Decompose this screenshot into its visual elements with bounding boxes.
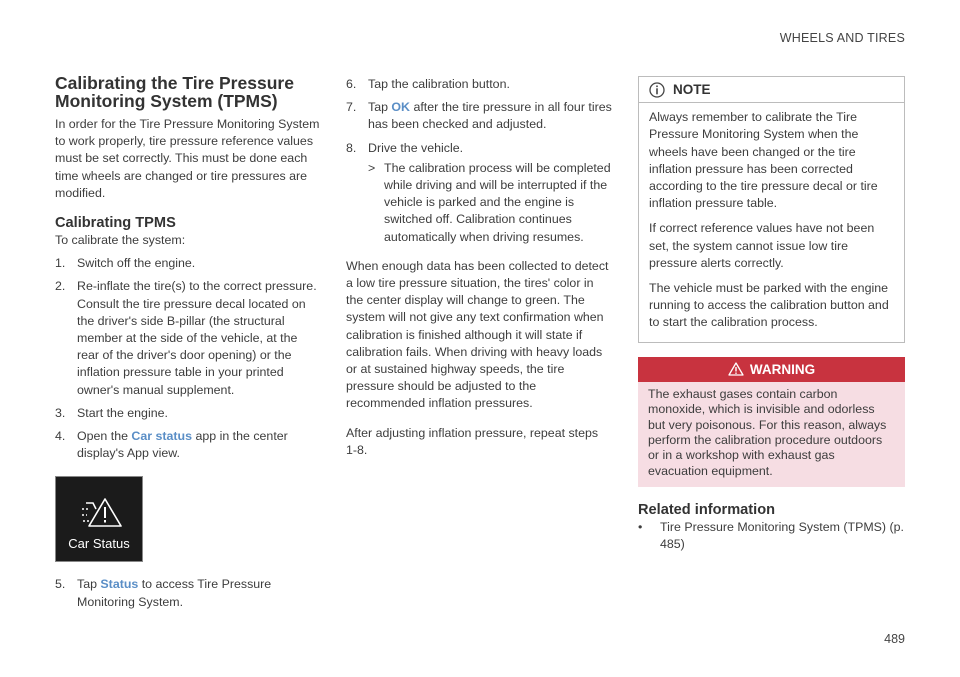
steps-lead: To calibrate the system:: [55, 233, 186, 248]
warning-header: [638, 357, 905, 382]
car-status-tile-label: Car Status: [68, 536, 130, 552]
step-text: Tap the calibration button.: [368, 77, 510, 91]
result-text: The calibration process will be completed while driving and will be interrupted if the vehicle is parked and the engine is switched off. Calibration continues automatically when driving resumes.: [384, 160, 611, 244]
step-text-pre: Tap: [368, 100, 392, 115]
step-number: 5.: [55, 577, 66, 592]
info-circle-icon: [649, 82, 665, 98]
intro-paragraph: In order for the Tire Pressure Monitoring System to work properly, tire pressure reference values must be set correctly. This must be done each time wheels are changed or tire pressures are modified.: [55, 117, 320, 200]
body-paragraph: After adjusting inflation pressure, repeat steps 1-8.: [346, 425, 599, 457]
note-paragraph: The vehicle must be parked with the engine running to access the calibration button and to start the calibration process.: [649, 281, 889, 330]
step-item: [55, 255, 322, 272]
steps-list-c: [346, 76, 612, 246]
body-paragraph: When enough data has been collected to detect a low tire pressure situation, the tires' color in the center display will change to green. The system will not give any text confirmation when calibration is finished although it will state if calibration fails. When driving with heavy loads or at sustained highway speeds, the tire pressure should be adjusted to the recommended inflation pressures.: [346, 258, 609, 411]
column-left: [55, 74, 322, 617]
step-text: Drive the vehicle.: [368, 140, 464, 155]
steps-list-a: [55, 255, 322, 462]
status-link[interactable]: Status: [100, 577, 139, 592]
step-text: [77, 577, 271, 608]
related-link[interactable]: Tire Pressure Monitoring System (TPMS) (p. 485): [660, 520, 904, 552]
note-header: [639, 77, 904, 103]
calibrating-heading: Calibrating TPMS: [55, 215, 176, 232]
car-status-link[interactable]: Car status: [131, 429, 193, 444]
step-number: 1.: [55, 256, 66, 271]
step-item: [55, 428, 322, 462]
step-text-post: app in the center display's App view.: [77, 429, 288, 461]
step-text-post: to access Tire Pressure Monitoring System.: [77, 577, 272, 609]
warning-triangle-icon: [728, 362, 744, 376]
step-text: Re-inflate the tire(s) to the correct pressure. Consult the tire pressure decal located on the driver's side B-pillar (the structural member at the side of the vehicle, at the rear of the driver's door opening) or the inflation pressure table in your printed owner's manual supplement.: [77, 279, 317, 397]
step-number: 8.: [346, 140, 357, 155]
column-right: [638, 76, 905, 554]
warning-box: [638, 357, 905, 488]
step-item: [55, 278, 322, 398]
car-status-app-tile[interactable]: [55, 476, 143, 562]
step-text: Switch off the engine.: [77, 256, 196, 271]
related-heading: Related information: [638, 502, 776, 519]
bullet: •: [638, 520, 643, 535]
note-heading: NOTE: [673, 82, 711, 97]
page-title: Calibrating the Tire Pressure Monitoring System (TPMS): [55, 73, 294, 111]
note-body: [639, 103, 904, 341]
page-number: 489: [884, 632, 905, 646]
step-text-post: after the tire pressure in all four tires has been checked and adjusted.: [368, 100, 612, 132]
step-text-pre: Open the: [77, 429, 132, 444]
section-header: WHEELS AND TIRES: [779, 31, 905, 45]
step-text-pre: Tap: [77, 577, 101, 592]
note-paragraph: Always remember to calibrate the Tire Pressure Monitoring System when the wheels have been changed or the tire inflation pressure has been corrected according to the tire pressure decal or tire inflation pressure table.: [649, 110, 878, 211]
ok-link[interactable]: OK: [391, 100, 411, 115]
step-item: [55, 405, 322, 422]
step-number: 7.: [346, 100, 357, 115]
result-marker: >: [368, 160, 376, 175]
step-item: [346, 99, 612, 133]
step-number: 6.: [346, 77, 357, 91]
note-box: [638, 76, 905, 343]
column-middle: [346, 76, 612, 459]
warning-heading: WARNING: [749, 361, 816, 377]
related-item[interactable]: [638, 519, 905, 553]
note-paragraph: If correct reference values have not been set, the system cannot issue low tire pressure alerts correctly.: [649, 221, 875, 270]
car-status-warning-icon: [78, 495, 124, 531]
step-number: 4.: [55, 429, 66, 444]
step-text: [368, 100, 612, 131]
step-result: [368, 160, 612, 246]
step-item: [346, 76, 612, 93]
step-item: [55, 576, 322, 610]
step-number: 3.: [55, 405, 66, 420]
step-item: [346, 140, 612, 246]
step-text: Start the engine.: [77, 405, 168, 420]
warning-body: The exhaust gases contain carbon monoxide, which is invisible and odorless but very poisonous. For this reason, always perform the calibration procedure outdoors or in a workshop with exhaust gas evacuation equipment.: [648, 386, 887, 478]
steps-list-b: [55, 576, 322, 610]
step-text: [77, 429, 288, 460]
related-information: [638, 501, 905, 553]
step-number: 2.: [55, 279, 66, 294]
